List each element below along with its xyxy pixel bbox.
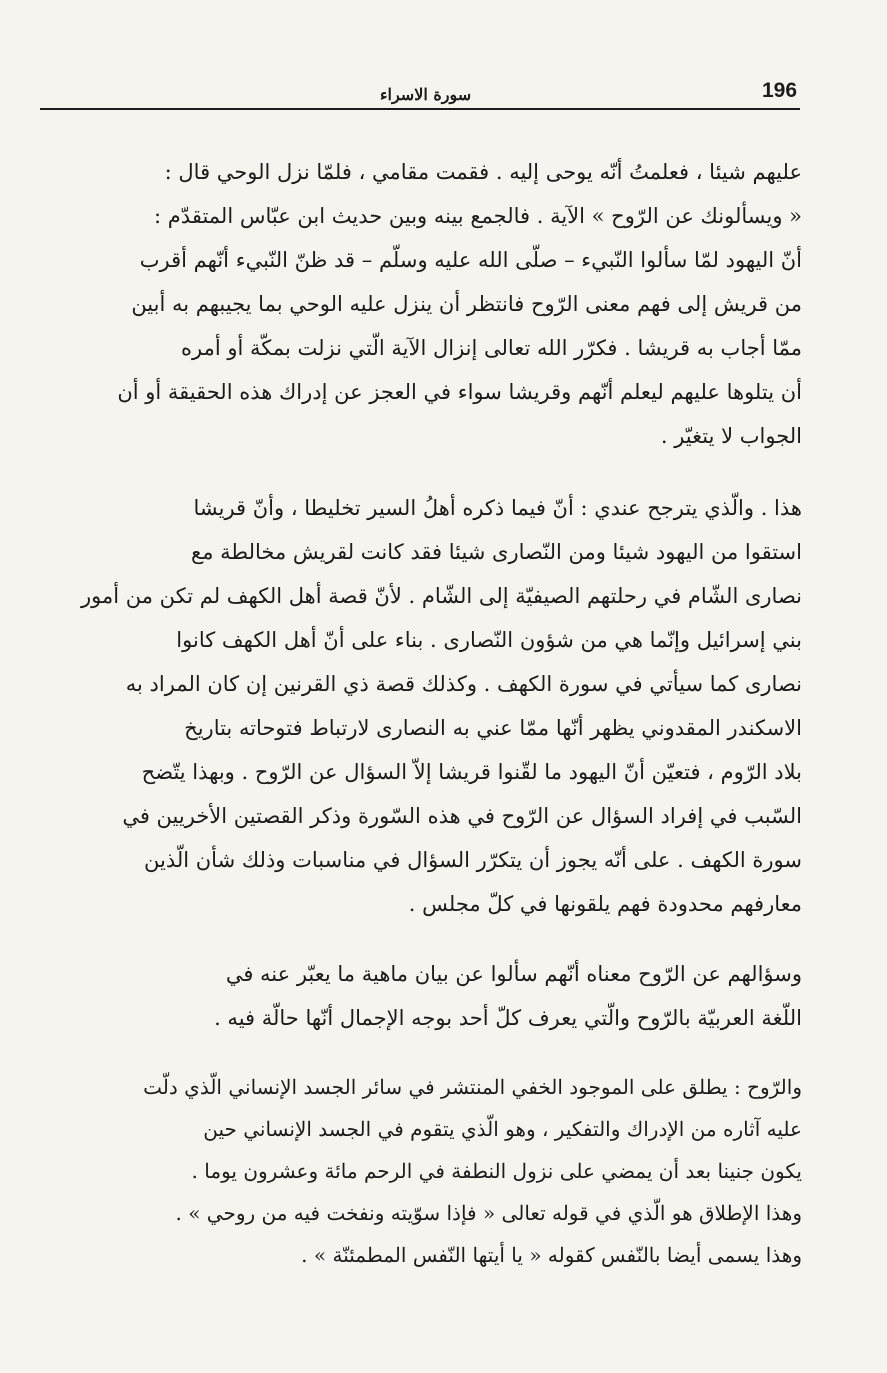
text-line: بني إسرائيل وإنّما هي من شؤون النّصارى . بناء على أنّ أهل الكهف كانوا [176, 628, 802, 652]
text-line: الاسكندر المقدوني يظهر أنّها ممّا عني به النصارى لارتباط فتوحاته بتاريخ [184, 716, 802, 740]
text-line: أنّ اليهود لمّا سألوا النّبيء – صلّى الله عليه وسلّم – قد ظنّ النّبيء أنّهم أقرب [139, 248, 802, 272]
text-line: عليه آثاره من الإدراك والتفكير ، وهو الّذي يتقوم في الجسد الإنساني حين [203, 1117, 802, 1141]
paragraph [42, 486, 802, 926]
text-line: نصارى كما سيأتي في سورة الكهف . وكذلك قصة ذي القرنين إن كان المراد به [125, 672, 802, 696]
text-line: عليهم شيئا ، فعلمتُ أنّه يوحى إليه . فقمت مقامي ، فلمّا نزل الوحي قال : [164, 160, 802, 184]
text-line: الجواب لا يتغيّر . [660, 424, 802, 448]
text-line: وهذا يسمى أيضا بالنّفس كقوله « يا أيتها النّفس المطمئنّة » . [301, 1243, 802, 1267]
paragraph [42, 1066, 802, 1276]
text-line: والرّوح : يطلق على الموجود الخفي المنتشر في سائر الجسد الإنساني الّذي دلّت [143, 1075, 802, 1099]
page-number: 196 [762, 79, 798, 102]
text-line: هذا . والّذي يترجح عندي : أنّ فيما ذكره أهلُ السير تخليطا ، وأنّ قريشا [193, 496, 802, 520]
page-body [42, 150, 802, 1276]
text-line: وسؤالهم عن الرّوح معناه أنّهم سألوا عن بيان ماهية ما يعبّر عنه في [225, 962, 802, 986]
text-line: نصارى الشّام في رحلتهم الصيفيّة إلى الشّام . لأنّ قصة أهل الكهف لم تكن من أمور [81, 584, 802, 608]
header-rule [40, 108, 800, 110]
text-line: يكون جنينا بعد أن يمضي على نزول النطفة في الرحم مائة وعشرون يوما . [191, 1159, 802, 1183]
text-line: معارفهم محدودة فهم يلقونها في كلّ مجلس . [408, 892, 802, 916]
text-line: السّبب في إفراد السؤال عن الرّوح في هذه السّورة وذكر القصتين الأخريين في [122, 804, 802, 828]
running-title: سورة الاسراء [380, 85, 472, 104]
paragraph [42, 150, 802, 458]
text-line: بلاد الرّوم ، فتعيّن أنّ اليهود ما لقّنوا قريشا إلاّ السؤال عن الرّوح . وبهذا يتّضح [141, 760, 802, 784]
page-header [40, 78, 800, 112]
text-line: « ويسألونك عن الرّوح » الآية . فالجمع بينه وبين حديث ابن عبّاس المتقدّم : [154, 204, 802, 228]
text-line: استقوا من اليهود شيئا ومن النّصارى شيئا فقد كانت لقريش مخالطة مع [191, 540, 802, 564]
text-line: سورة الكهف . على أنّه يجوز أن يتكرّر السؤال في مناسبات وذلك شأن الّذين [144, 848, 802, 872]
text-line: أن يتلوها عليهم ليعلم أنّهم وقريشا سواء في العجز عن إدراك هذه الحقيقة أو أن [117, 380, 802, 404]
text-line: اللّغة العربيّة بالرّوح والّتي يعرف كلّ أحد بوجه الإجمال أنّها حالّة فيه . [214, 1006, 802, 1030]
text-line: وهذا الإطلاق هو الّذي في قوله تعالى « فإذا سوّيته ونفخت فيه من روحي » . [175, 1201, 802, 1225]
paragraph [42, 952, 802, 1040]
text-line: من قريش إلى فهم معنى الرّوح فانتظر أن ينزل عليه الوحي بما يجيبهم به أبين [131, 292, 802, 316]
text-line: ممّا أجاب به قريشا . فكرّر الله تعالى إنزال الآية الّتي نزلت بمكّة أو أمره [181, 336, 802, 360]
